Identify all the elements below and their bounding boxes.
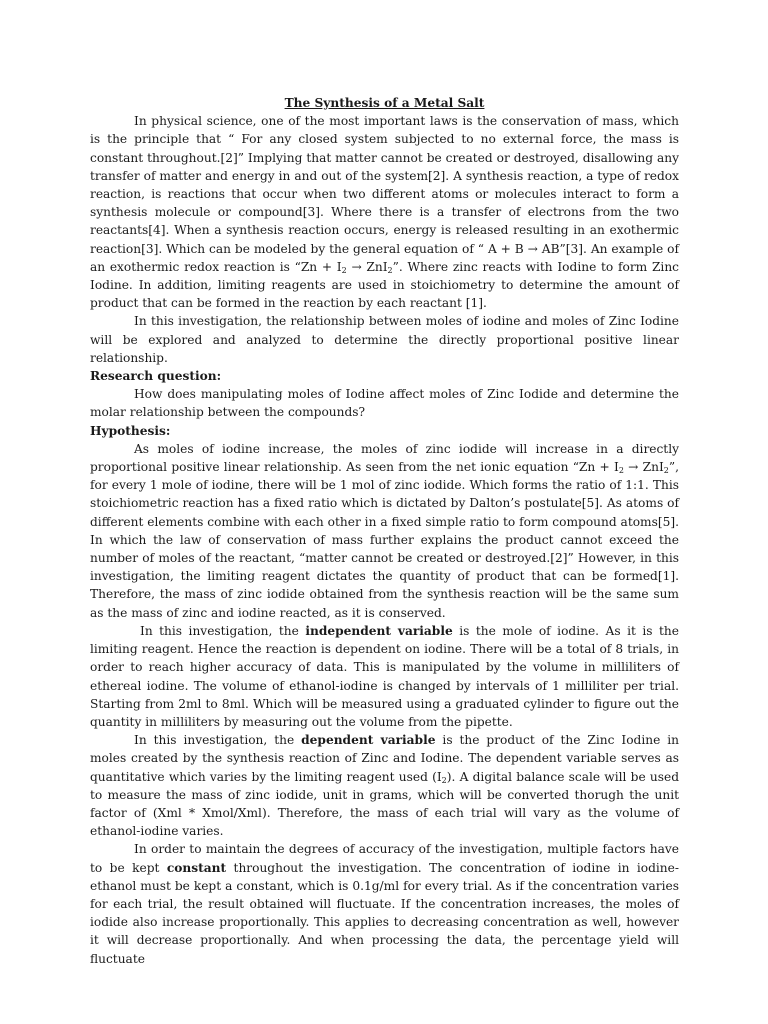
research-question-heading: Research question: (90, 369, 222, 384)
hypothesis-paragraph (90, 440, 679, 622)
text-run: is the product of the Zinc Iodine in moles created by the synthesis reaction of Zinc and Iodine. The dependent variable serves as quantitative which varies by the limiting reagent used (I (90, 733, 679, 784)
subscript: 2 (663, 466, 669, 476)
research-question-text: How does manipulating moles of Iodine affect moles of Zinc Iodide and determine the molar relationship between the compounds? (90, 387, 679, 420)
subscript: 2 (387, 265, 393, 275)
bold-term: dependent variable (301, 733, 436, 748)
text-run: → ZnI (346, 259, 388, 274)
intro-paragraph (90, 112, 679, 312)
document-page (90, 94, 679, 968)
text-run: In this investigation, the (140, 623, 306, 638)
constant-variables-paragraph (90, 840, 679, 967)
hypothesis-heading: Hypothesis: (90, 423, 171, 438)
text-run: ”, for every 1 mole of iodine, there will be 1 mol of zinc iodide. Which forms the ratio of 1:1. This stoichiometric reaction has a fixed ratio which is dictated by Dalton’s postulate[5]. As atoms of different elements combine with each other in a fixed simple ratio to form compound atoms[5]. In which the law of conservation of mass further explains the product cannot exceed the number of moles of the reactant, “matter cannot be created or destroyed.[2]” However, in this investigation, the limiting reagent dictates the quantity of product that can be formed[1]. Therefore, the mass of zinc iodide obtained from the synthesis reaction will be the same sum as the mass of zinc and iodine reacted, as it is conserved. (90, 460, 679, 620)
subscript: 2 (618, 466, 624, 476)
text-run: → ZnI (623, 460, 664, 475)
subscript: 2 (441, 775, 447, 785)
text-run: In order to maintain the degrees of accuracy of the investigation, multiple factors have to be kept (90, 842, 679, 875)
text-run: is the mole of iodine. As it is the limiting reagent. Hence the reaction is dependent on iodine. There will be a total of 8 trials, in order to reach higher accuracy of data. This is manipulated by the volume in milliliters of ethereal iodine. The volume of ethanol-iodine is changed by intervals of 1 milliliter per trial. Starting from 2ml to 8ml. Which will be measured using a graduated cylinder to figure out the quantity in milliliters by measuring out the volume from the pipette. (90, 623, 679, 729)
text-run: In this investigation, the (134, 733, 302, 748)
text-run: In physical science, one of the most important laws is the conservation of mass, which is the principle that “ For any closed system subjected to no external force, the mass is constant throughout.[2]” Implying that matter cannot be created or destroyed, disallowing any transfer of matter and energy in and out of the system[2]. A synthesis reaction, a type of redox reaction, is reactions that occur when two different atoms or molecules interact to form a synthesis molecule or compound[3]. Where there is a transfer of electrons from the two reactants[4]. When a synthesis reaction occurs, energy is released resulting in an exothermic reaction[3]. Which can be modeled by the general equation of “ A + B → AB”[3]. An example of an exothermic redox reaction is “Zn + I (90, 114, 679, 274)
bold-term: constant (166, 860, 227, 875)
dependent-variable-paragraph (90, 731, 679, 840)
subscript: 2 (341, 265, 347, 275)
intro-paragraph-2: In this investigation, the relationship between moles of iodine and moles of Zinc Iodine will be explored and analyzed to determine the directly proportional positive linear relationship. (90, 314, 679, 365)
bold-term: independent variable (305, 623, 453, 638)
independent-variable-paragraph (90, 622, 679, 731)
document-title: The Synthesis of a Metal Salt (284, 96, 485, 110)
text-run: ). A digital balance scale will be used to measure the mass of zinc iodide, unit in grams, which will be converted thorugh the unit factor of (Xml * Xmol/Xml). Therefore, the mass of each trial will vary as the volume of ethanol-iodine varies. (90, 769, 679, 839)
text-run: As moles of iodine increase, the moles of zinc iodide will increase in a directly proportional positive linear relationship. As seen from the net ionic equation “Zn + I (90, 441, 679, 475)
text-run: ”. Where zinc reacts with Iodine to form Zinc Iodine. In addition, limiting reagents are used in stoichiometry to determine the amount of product that can be formed in the reaction by each reactant [1]. (90, 259, 679, 311)
text-run: throughout the investigation. The concentration of iodine in iodine-ethanol must be kept a constant, which is 0.1g/ml for every trial. As if the concentration varies for each trial, the result obtained will fluctuate. If the concentration increases, the moles of iodide also increase proportionally. This applies to decreasing concentration as well, however it will decrease proportionally. And when processing the data, the percentage yield will fluctuate (90, 860, 679, 966)
